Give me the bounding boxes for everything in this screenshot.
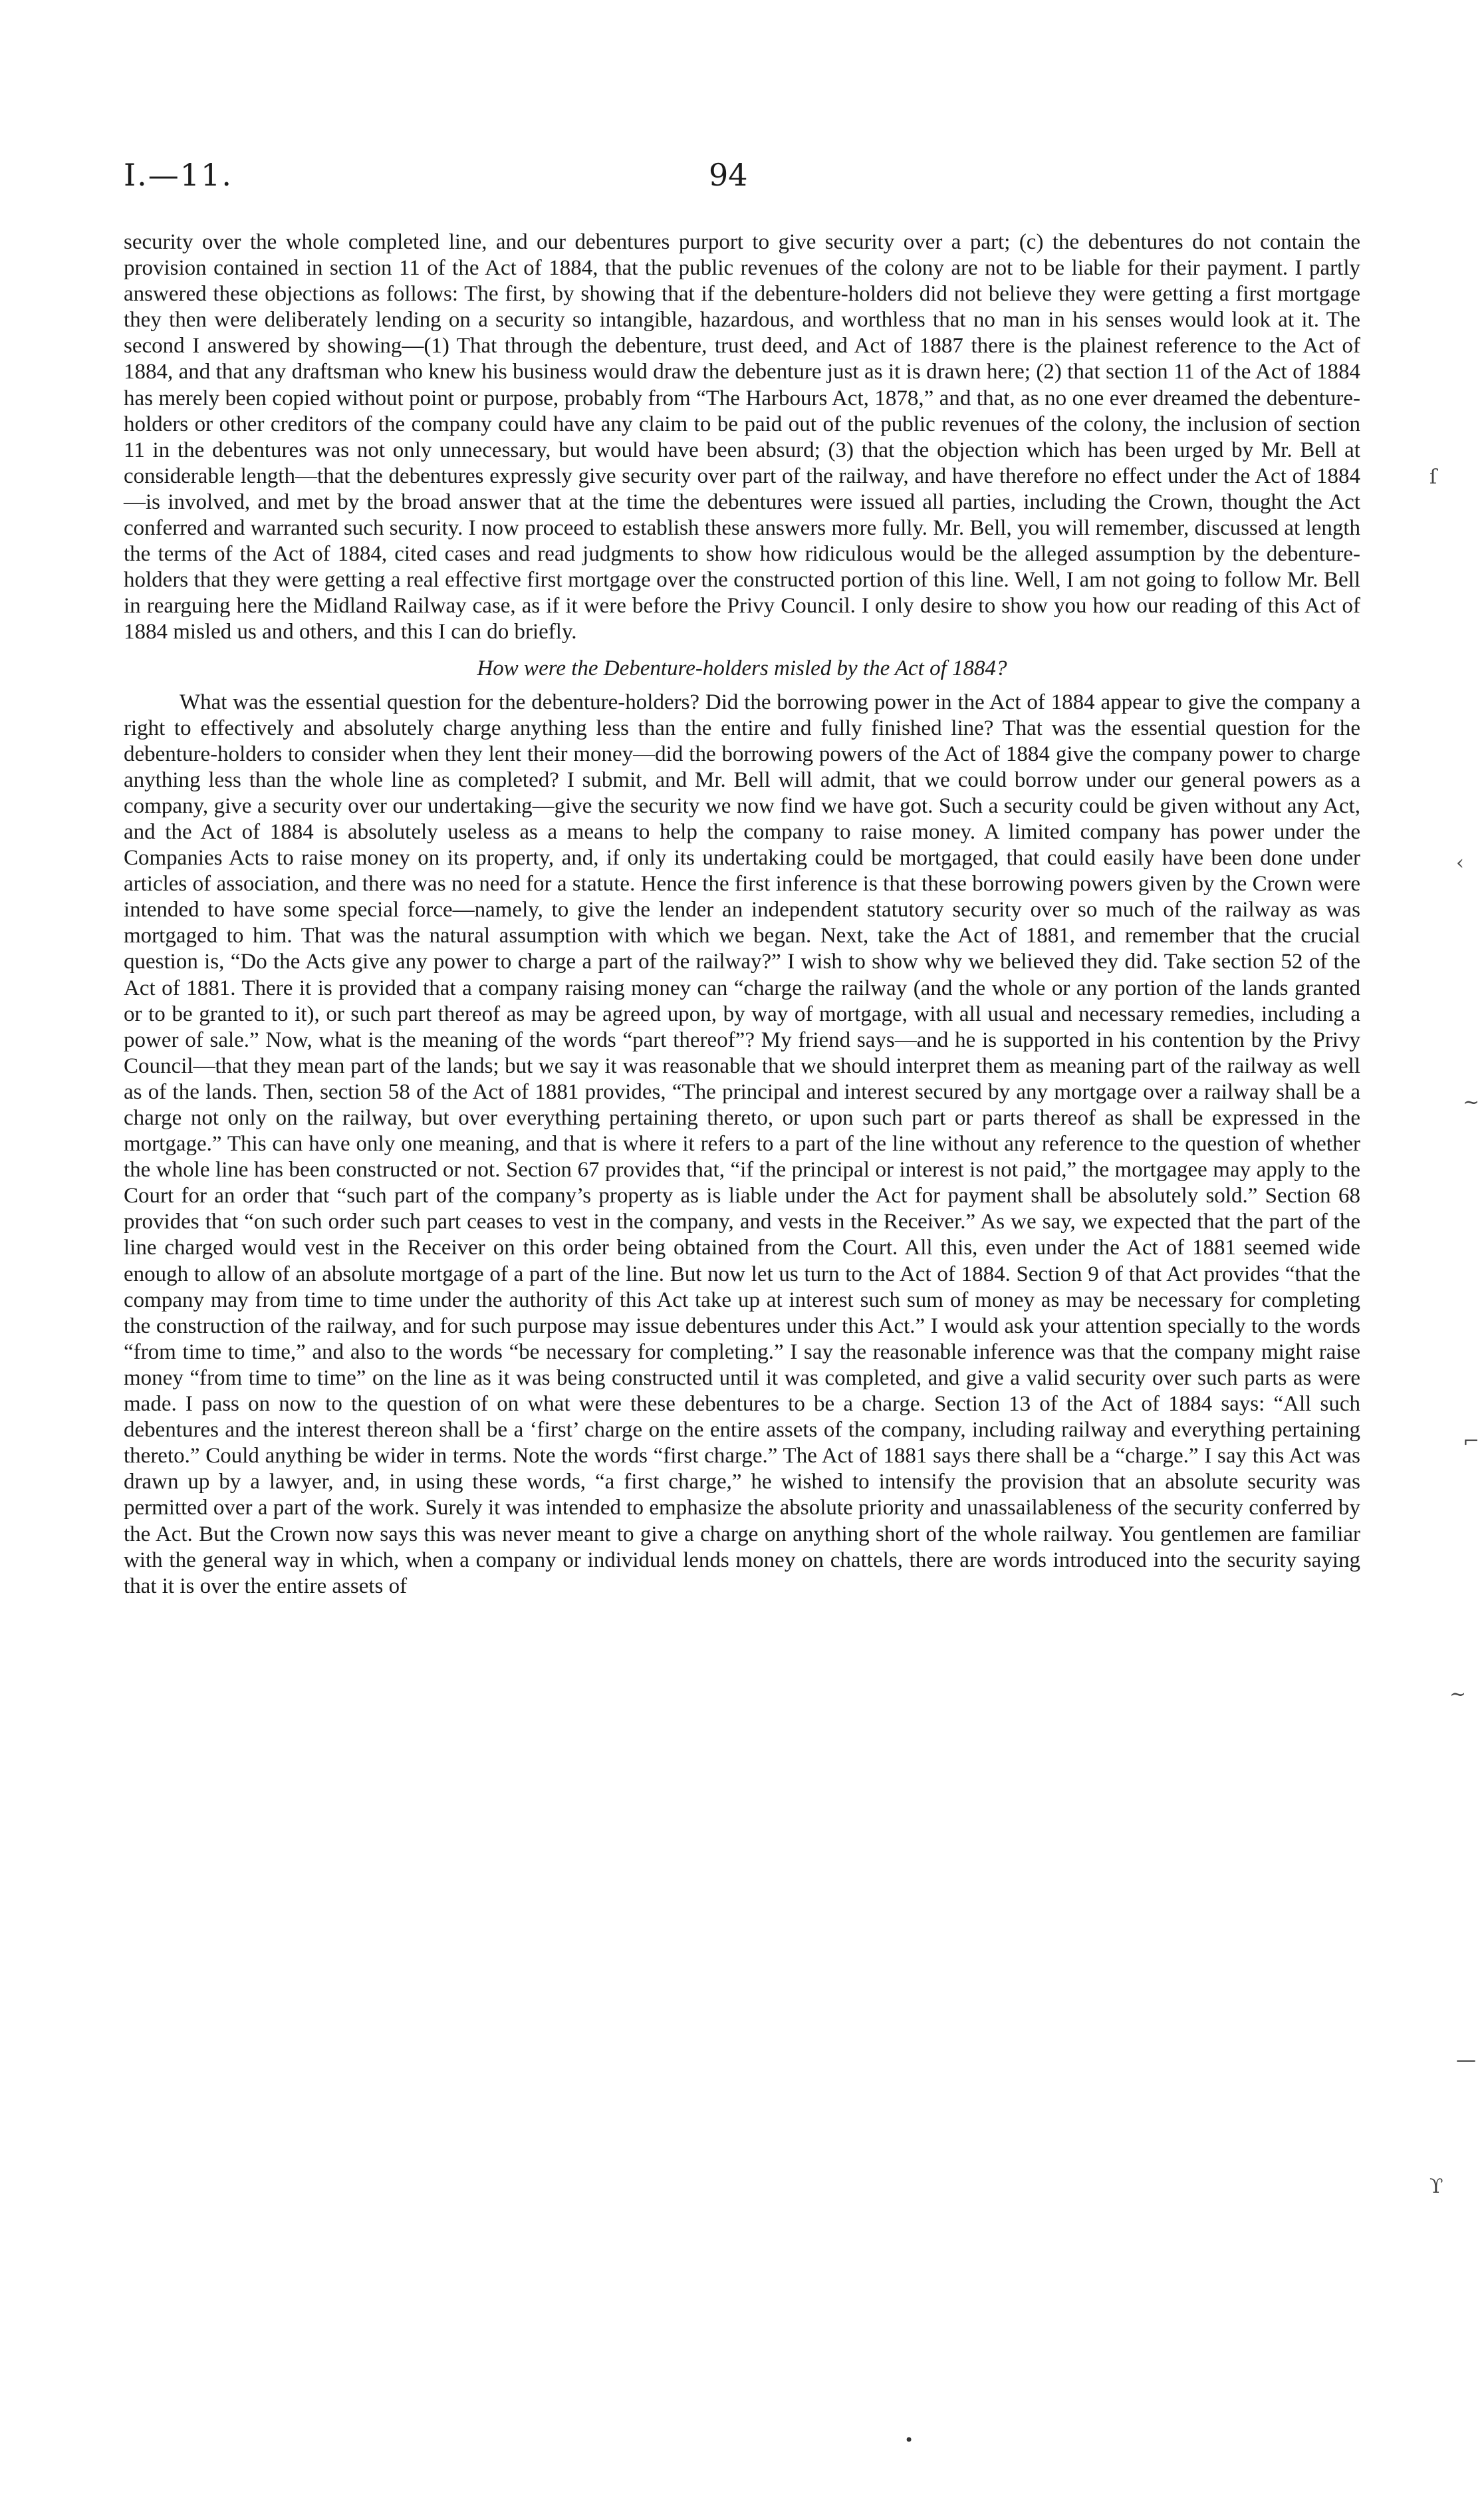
margin-mark: ⌐ — [1463, 1430, 1480, 1453]
bottom-mark: • — [904, 2431, 914, 2449]
margin-mark: ~ — [1449, 1683, 1467, 1706]
page-number: 94 — [709, 157, 748, 193]
document-body — [124, 229, 1360, 1599]
paragraph-2: What was the essential question for the debenture-holders? Did the borrowing power in the Act of 1884 appear to give the company a right to effectively and absolutely charge anything less than the entire and fully finished line? That was the essential question for the debenture-holders to consider when they lent their money—did the borrowing powers of the Act of 1884 give the company power to charge anything less than the whole line as completed? I submit, and Mr. Bell will admit, that we could borrow under our general powers as a company, give a security over our undertaking—give the security we now find we have got. Such a security could be given without any Act, and the Act of 1884 is absolutely useless as a means to help the company to raise money. A limited company has power under the Companies Acts to raise money on its property, and, if only its undertaking could be mortgaged, that could easily have been done under articles of association, and there was no need for a statute. Hence the first inference is that these borrowing powers given by the Crown were intended to have some special force—namely, to give the lender an independent statutory security over so much of the railway as was mortgaged to him. That was the natural assumption with which we began. Next, take the Act of 1881, and remember that the crucial question is, “Do the Acts give any power to charge a part of the railway?” I wish to show why we believed they did. Take section 52 of the Act of 1881. There it is provided that a company raising money can “charge the railway (and the whole or any portion of the lands granted or to be granted to it), or such part thereof as may be agreed upon, by way of mortgage, with all usual and necessary remedies, including a power of sale.” Now, what is the meaning of the words “part thereof”? My friend says—and he is supported in his contention by the Privy Council—that they mean part of the lands; but we say it was reasonable that we should interpret them as meaning part of the railway as well as of the lands. Then, section 58 of the Act of 1881 provides, “The principal and interest secured by any mortgage over a railway shall be a charge not only on the railway, but over everything pertaining thereto, or upon such part or parts thereof as shall be expressed in the mortgage.” This can have only one meaning, and that is where it refers to a part of the line without any reference to the question of whether the whole line has been constructed or not. Section 67 provides that, “if the principal or interest is not paid,” the mortgagee may apply to the Court for an order that “such part of the company’s property as is liable under the Act for payment shall be absolutely sold.” Section 68 provides that “on such order such part ceases to vest in the company, and vests in the Receiver.” As we say, we expected that the part of the line charged would vest in the Receiver on this order being obtained from the Court. All this, even under the Act of 1881 seemed wide enough to allow of an absolute mortgage of a part of the line. But now let us turn to the Act of 1884. Section 9 of that Act provides “that the company may from time to time under the authority of this Act take up at interest such sum of money as may be necessary for completing the construction of the railway, and for such purpose may issue debentures under this Act.” I would ask your attention specially to the words “from time to time,” and also to the words “be necessary for completing.” I say the reasonable inference was that the company might raise money “from time to time” on the line as it was being constructed until it was completed, and give a valid security over such parts as were made. I pass on now to the question of on what were these debentures to be a charge. Section 13 of the Act of 1884 says: “All such debentures and the interest thereon shall be a ‘first’ charge on the entire assets of the company, including railway and everything pertaining thereto.” Could anything be wider in terms. Note the words “first charge.” The Act of 1881 says there shall be a “charge.” I say this Act was drawn up by a lawyer, and, in using these words, “a first charge,” he wished to intensify the provision that an absolute security was permitted over a part of the work. Surely it was intended to emphasize the absolute priority and unassailableness of the security conferred by the Act. But the Crown now says this was never meant to give a charge on anything short of the whole railway. You gentlemen are familiar with the general way in which, when a company or individual lends money on chattels, there are words introduced into the security saying that it is over the entire assets of — [124, 690, 1360, 1598]
margin-mark: ſ — [1429, 466, 1437, 489]
page-header — [124, 157, 1360, 210]
margin-mark: ‹ — [1456, 851, 1464, 875]
margin-mark: — — [1456, 2048, 1476, 2072]
section-subheading: How were the Debenture-holders misled by the Act of 1884? — [477, 656, 1007, 680]
margin-mark: ϒ — [1429, 2175, 1443, 2198]
paragraph-1: security over the whole completed line, and our debentures purport to give security over a part; (c) the debentures do not contain the provision contained in section 11 of the Act of 1884, that the public revenues of the colony are not to be liable for their payment. I partly answered these objections as follows: The first, by showing that if the debenture-holders did not believe they were getting a first mortgage they then were deliberately lending on a security so intangible, hazardous, and worthless that no man in his senses would look at it. The second I answered by showing—(1) That through the debenture, trust deed, and Act of 1887 there is the plainest reference to the Act of 1884, and that any draftsman who knew his business would draw the debenture just as it is drawn here; (2) that section 11 of the Act of 1884 has merely been copied without point or purpose, probably from “The Harbours Act, 1878,” and that, as no one ever dreamed the debenture-holders or other creditors of the company could have any claim to be paid out of the public revenues of the colony, the inclusion of section 11 in the debentures was not only unnecessary, but would have been absurd; (3) that the objection which has been urged by Mr. Bell at considerable length—that the debentures expressly give security over part of the railway, and have therefore no effect under the Act of 1884—is involved, and met by the broad answer that at the time the debentures were issued all parties, including the Crown, thought the Act conferred and warranted such security. I now proceed to establish these answers more fully. Mr. Bell, you will remember, discussed at length the terms of the Act of 1884, cited cases and read judgments to show how ridiculous would be the alleged assumption by the debenture-holders that they were getting a real effective first mortgage over the constructed portion of this line. Well, I am not going to follow Mr. Bell in rearguing here the Midland Railway case, as if it were before the Privy Council. I only desire to show you how our reading of this Act of 1884 misled us and others, and this I can do briefly. — [124, 230, 1360, 644]
margin-mark: ~ — [1463, 1091, 1480, 1114]
page-reference: I.—11. — [124, 157, 233, 193]
